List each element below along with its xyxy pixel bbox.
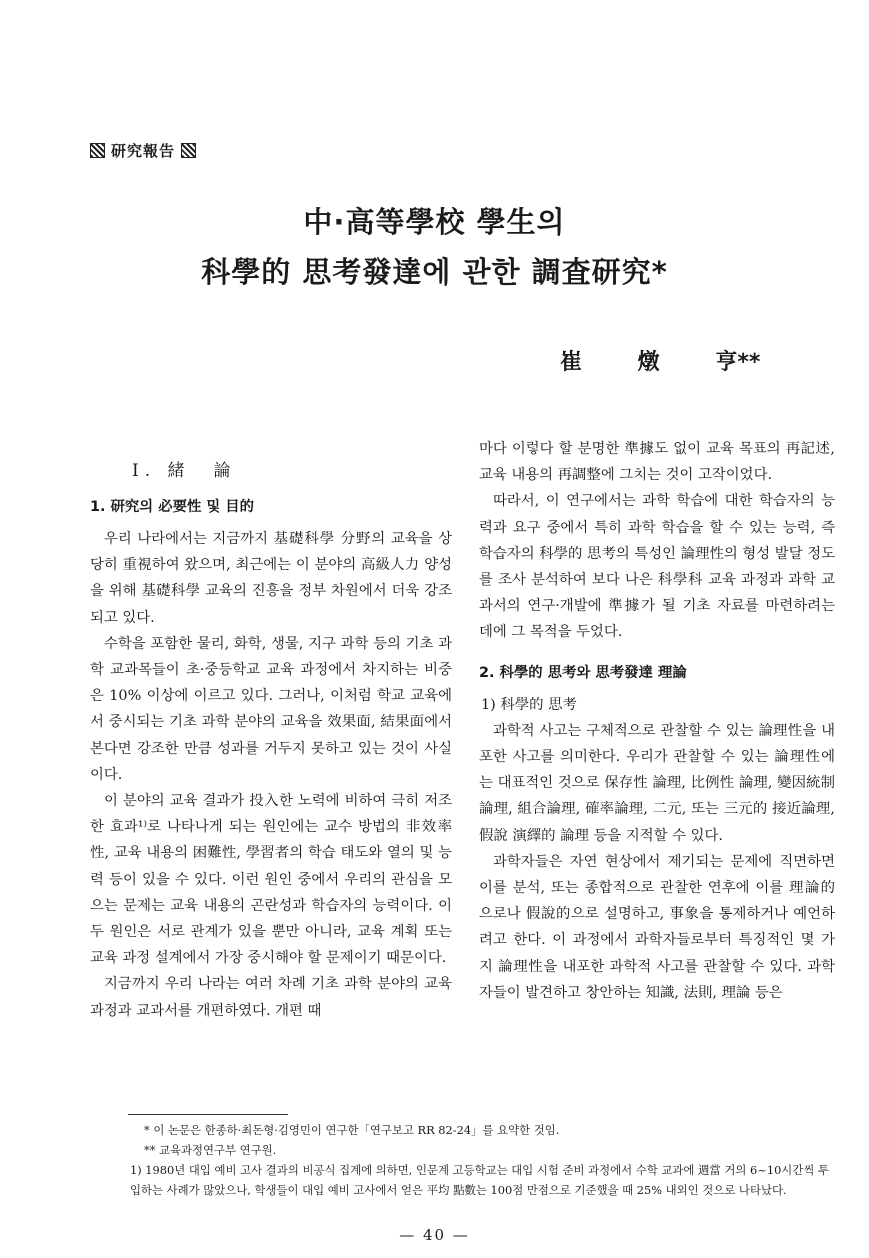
footnote-1: * 이 논문은 한종하·최돈형·김영민이 연구한「연구보고 RR 82-24」를 요약한 것임. <box>144 1123 560 1137</box>
subheading-necessity-and-purpose: 1. 研究의 必要性 및 目的 <box>90 499 255 515</box>
hatched-box-icon <box>181 143 196 158</box>
hatched-box-icon <box>90 143 105 158</box>
footnote-2: ** 교육과정연구부 연구원. <box>144 1143 277 1157</box>
paragraph: 수학을 포함한 물리, 화학, 생물, 지구 과학 등의 기초 과학 교과목들이 초·중등학교 교육 과정에서 차지하는 비중은 10% 이상에 이르고 있다. 그러나, 이처럼 학교 교육에서 중시되는 기초 과학 분야의 교육을 效果面, 結果面에서 본다면 강조한 만큼 성과를 거두지 못하고 있는 것이 사실이다. <box>90 635 452 783</box>
paragraph: 우리 나라에서는 지금까지 基礎科學 分野의 교육을 상당히 重視하여 왔으며, 최근에는 이 분야의 高級人力 양성을 위해 基礎科學 교육의 진흥을 정부 차원에서 더욱 강조되고 있다. <box>90 531 452 626</box>
section-tag-label: 研究報告 <box>111 142 176 160</box>
subsubheading-scientific-thinking: 1) 科學的 思考 <box>481 696 577 713</box>
left-column <box>90 458 452 1024</box>
title-line-2: 科學的 思考發達에 관한 調査研究* <box>201 255 668 289</box>
footnote-divider <box>128 1114 288 1115</box>
page-number: — 40 — <box>399 1226 470 1244</box>
paragraph: 과학자들은 자연 현상에서 제기되는 문제에 직면하면 이를 분석, 또는 종합적으로 관찰한 연후에 이를 理論的으로나 假說的으로 설명하고, 事象을 통제하거나 예언하려고 한다. 이 과정에서 과학자들로부터 특징적인 몇 가지 論理性을 내포한 과학적 사고를 관찰할 수 있다. 과학자들이 발견하고 창안하는 知識, 法則, 理論 등은 <box>479 853 835 1001</box>
author-name: 崔 燉 亨** <box>560 350 761 375</box>
section-heading-introduction: Ⅰ. 緒 論 <box>132 461 237 481</box>
paragraph: 과학적 사고는 구체적으로 관찰할 수 있는 論理性을 내포한 사고를 의미한다. 우리가 관찰할 수 있는 論理性에는 대표적인 것으로 保存性 論理, 比例性 論理, 變因統制 論理, 組合論理, 確率論理, 二元, 또는 三元的 接近論理, 假說 演繹的 論理 등을 지적할 수 있다. <box>479 722 835 844</box>
paragraph: 지금까지 우리 나라는 여러 차례 기초 과학 분야의 교육 과정과 교과서를 개편하였다. 개편 때 <box>90 976 452 1019</box>
section-tag <box>90 140 196 161</box>
footnote-3: 1) 1980년 대입 예비 고사 결과의 비공식 집계에 의하면, 인문계 고등학교는 대입 시험 준비 과정에서 수학 교과에 週當 거의 6~10시간씩 투입하는 사례가 많았으나, 학생들이 대입 예비 고사에서 얻은 平均 點數는 100점 만점으로 기준했을 때 25% 내외인 것으로 나타났다. <box>130 1163 829 1197</box>
paragraph: 따라서, 이 연구에서는 과학 학습에 대한 학습자의 능력과 요구 중에서 특히 과학 학습을 할 수 있는 능력, 즉 학습자의 科學的 思考의 특성인 論理性의 형성 발달 정도를 조사 분석하여 보다 나은 科學科 교육 과정과 과학 교과서의 연구·개발에 準據가 될 기초 자료를 마련하려는 데에 그 목적을 두었다. <box>479 493 835 641</box>
title-line-1: 中·高等學校 學生의 <box>303 205 566 239</box>
subheading-scientific-thinking-theory: 2. 科學的 思考와 思考發達 理論 <box>479 664 687 681</box>
footnotes <box>104 1120 832 1200</box>
right-column <box>479 436 835 1006</box>
paragraph: 마다 이렇다 할 분명한 準據도 없이 교육 목표의 再記述, 교육 내용의 再調整에 그치는 것이 고작이었다. <box>479 441 835 484</box>
paragraph: 이 분야의 교육 결과가 投入한 노력에 비하여 극히 저조한 효과¹⁾로 나타나게 되는 원인에는 교수 방법의 非效率性, 교육 내용의 困難性, 學習者의 학습 태도와 열의 및 능력 등이 있을 수 있다. 이런 원인 중에서 우리의 관심을 모으는 문제는 교육 내용의 곤란성과 학습자의 능력이다. 이 두 원인은 서로 관계가 있을 뿐만 아니라, 교육 계획 또는 교육 과정 설계에서 가장 중시해야 할 문제이기 때문이다. <box>90 793 452 967</box>
